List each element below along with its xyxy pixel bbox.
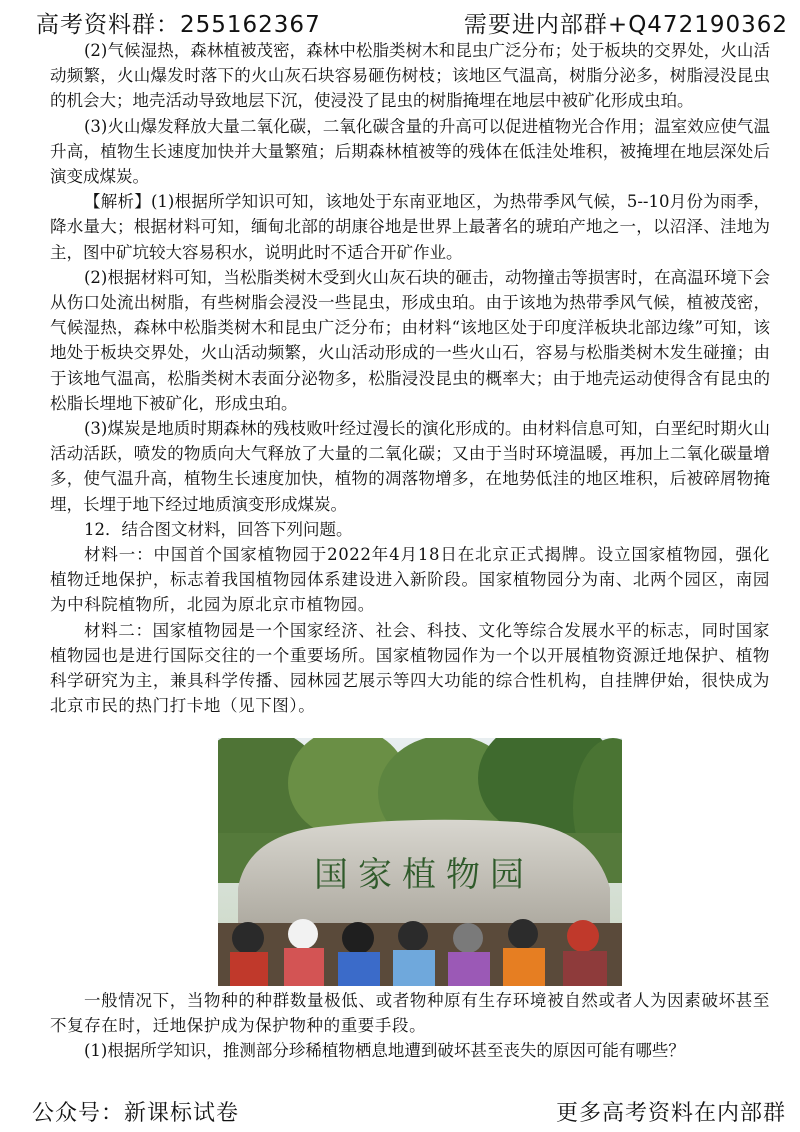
material-one: 材料一：中国首个国家植物园于2022年4月18日在北京正式揭牌。设立国家植物园，强化植物迁地保护，标志着我国植物园体系建设进入新阶段。国家植物园分为南、北两个园区，南园为中科院植物所，北园为原北京市植物园。 bbox=[50, 545, 770, 615]
answer-paragraph-3: (3)火山爆发释放大量二氧化碳，二氧化碳含量的升高可以促进植物光合作用；温室效应使气温升高，植物生长速度加快并大量繁殖；后期森林植被等的残体在低洼处堆积，被掩埋在地层深处后演变成煤炭。 bbox=[50, 116, 770, 187]
analysis-paragraph-3: (3)煤炭是地质时期森林的残枝败叶经过漫长的演化形成的。由材料信息可知，白垩纪时期火山活动活跃，喷发的物质向大气释放了大量的二氧化碳；又由于当时环境温暖，再加上二氧化碳量增多，使气温升高，植物生长速度加快，植物的凋落物增多，在地势低洼的地区堆积，后被碎屑物掩埋，长埋于地下经过地质演变形成煤炭。 bbox=[50, 419, 770, 514]
header-group-number: 高考资料群：255162367 bbox=[36, 12, 321, 38]
context-paragraph: 一般情况下，当物种的种群数量极低、或者物种原有生存环境被自然或者人为因素破坏甚至不复存在时，迁地保护成为保护物种的重要手段。 bbox=[50, 991, 770, 1036]
photo-illustration bbox=[218, 738, 622, 986]
page-header bbox=[0, 2, 800, 42]
analysis-paragraph-2: (2)根据材料可知，当松脂类树木受到火山灰石块的砸击，动物撞击等损害时，在高温环境下会从伤口处流出树脂，有些树脂会浸没一些昆虫，形成虫珀。由于该地为热带季风气候，植被茂密，气候湿热，森林中松脂类树木和昆虫广泛分布；由材料“该地区处于印度洋板块北部边缘”可知，该地处于板块交界处，火山活动频繁，火山活动形成的一些火山石，容易与松脂类树木发生碰撞；由于该地气温高，松脂类树木表面分泌物多，松脂浸没昆虫的概率大；由于地壳运动使得含有昆虫的松脂长埋地下被矿化，形成虫珀。 bbox=[50, 267, 770, 413]
botanical-garden-photo bbox=[218, 738, 622, 986]
analysis-paragraph-1: 【解析】(1)根据所学知识可知，该地处于东南亚地区，为热带季风气候，5--10月份为雨季，降水量大；根据材料可知，缅甸北部的胡康谷地是世界上最著名的琥珀产地之一，以沼泽、洼地为主，图中矿坑较大容易积水，说明此时不适合开矿作业。 bbox=[50, 192, 770, 262]
question-section bbox=[50, 988, 770, 1064]
footer-more: 更多高考资料在内部群 bbox=[555, 1101, 786, 1126]
header-contact: 需要进内部群+Q472190362 bbox=[463, 12, 788, 38]
material-two: 材料二：国家植物园是一个国家经济、社会、科技、文化等综合发展水平的标志，同时国家植物园也是进行国际交往的一个重要场所。国家植物园作为一个以开展植物资源迁地保护、植物科学研究为主，兼具科学传播、园林园艺展示等四大功能的综合性机构，自挂牌伊始，很快成为北京市民的热门打卡地（见下图）。 bbox=[50, 620, 770, 716]
question-1: (1)根据所学知识，推测部分珍稀植物栖息地遭到破坏甚至丧失的原因可能有哪些？ bbox=[84, 1041, 685, 1061]
footer-account: 公众号：新课标试卷 bbox=[32, 1101, 240, 1126]
stone-inscription: 国家植物园 bbox=[314, 855, 534, 895]
question-12-intro: 12．结合图文材料，回答下列问题。 bbox=[84, 519, 353, 539]
page-footer bbox=[0, 1094, 800, 1128]
answer-paragraph-2: (2)气候湿热，森林植被茂密，森林中松脂类树木和昆虫广泛分布；处于板块的交界处，火山活动频繁，火山爆发时落下的火山灰石块容易砸伤树枝；该地区气温高，树脂分泌多，树脂浸没昆虫的机会大；地壳活动导致地层下沉，使浸没了昆虫的树脂掩埋在地层中被矿化形成虫珀。 bbox=[50, 41, 770, 111]
document-body bbox=[50, 38, 770, 718]
